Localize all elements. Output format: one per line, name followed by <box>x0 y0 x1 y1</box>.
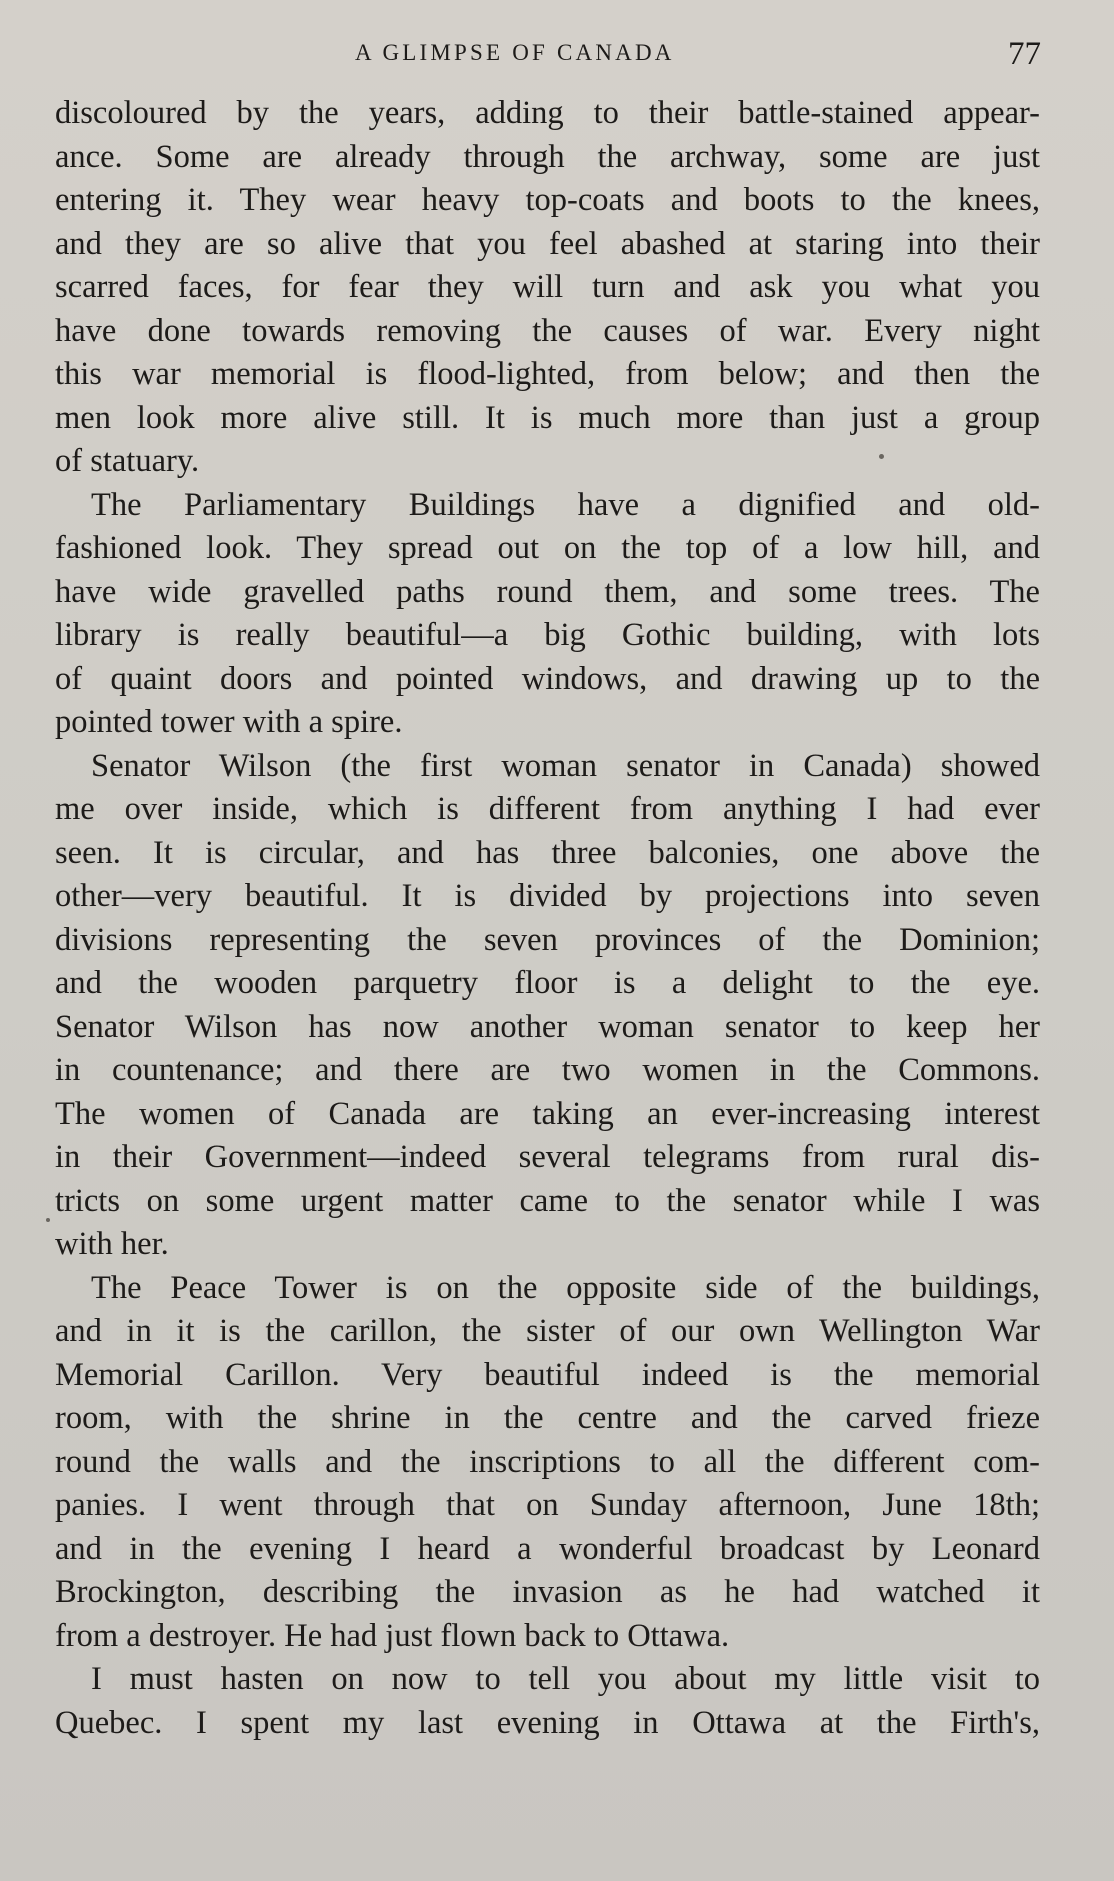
running-head <box>0 36 1114 80</box>
text-line: have done towards removing the causes of war. Every night <box>55 312 1040 349</box>
text-line: divisions representing the seven provinces of the Dominion; <box>55 921 1040 958</box>
text-line: other—very beautiful. It is divided by projections into seven <box>55 878 1040 914</box>
text-line: Memorial Carillon. Very beautiful indeed is the memorial <box>55 1356 1040 1393</box>
text-line: and in the evening I heard a wonderful broadcast by Leonard <box>55 1530 1040 1567</box>
text-line: The Parliamentary Buildings have a dignified and old- <box>91 486 1040 523</box>
text-line: of statuary. <box>55 443 200 479</box>
text-line: this war memorial is flood-lighted, from below; and then the <box>55 356 1040 392</box>
text-line: fashioned look. They spread out on the top of a low hill, and <box>55 530 1040 566</box>
text-line: panies. I went through that on Sunday afternoon, June 18th; <box>55 1487 1040 1523</box>
text-line: pointed tower with a spire. <box>55 704 403 740</box>
text-line: from a destroyer. He had just flown back to Ottawa. <box>55 1617 730 1654</box>
text-line: The women of Canada are taking an ever-increasing interest <box>55 1095 1040 1132</box>
ink-speck <box>46 1218 50 1222</box>
text-line: Senator Wilson has now another woman senator to keep her <box>55 1008 1040 1045</box>
text-line: in countenance; and there are two women in the Commons. <box>55 1052 1040 1088</box>
text-line: room, with the shrine in the centre and the carved frieze <box>55 1400 1040 1436</box>
text-line: seen. It is circular, and has three balconies, one above the <box>55 834 1040 871</box>
running-title: A GLIMPSE OF CANADA <box>355 40 675 65</box>
text-line: round the walls and the inscriptions to all the different com- <box>55 1443 1040 1480</box>
text-line: in their Government—indeed several telegrams from rural dis- <box>55 1139 1040 1175</box>
text-line: scarred faces, for fear they will turn and ask you what you <box>55 269 1040 305</box>
text-line: and in it is the carillon, the sister of our own Wellington War <box>55 1313 1040 1349</box>
text-line: tricts on some urgent matter came to the senator while I was <box>55 1182 1040 1219</box>
text-line: discoloured by the years, adding to their battle-stained appear- <box>55 95 1040 131</box>
text-line: and the wooden parquetry floor is a delight to the eye. <box>55 965 1040 1001</box>
text-line: The Peace Tower is on the opposite side of the buildings, <box>91 1269 1040 1306</box>
text-line: Quebec. I spent my last evening in Ottawa at the Firth's, <box>55 1704 1040 1741</box>
text-line: men look more alive still. It is much more than just a group <box>55 399 1040 436</box>
text-line: entering it. They wear heavy top-coats and boots to the knees, <box>55 182 1040 218</box>
page-number: 77 <box>1008 36 1041 72</box>
text-line: with her. <box>55 1226 169 1262</box>
text-line: ance. Some are already through the archway, some are just <box>55 138 1040 175</box>
text-line: me over inside, which is different from anything I had ever <box>55 791 1040 827</box>
text-line: have wide gravelled paths round them, and some trees. The <box>55 573 1040 610</box>
ink-speck <box>879 454 884 459</box>
text-line: library is really beautiful—a big Gothic building, with lots <box>55 617 1040 653</box>
text-line: Senator Wilson (the first woman senator in Canada) showed <box>91 747 1040 784</box>
text-line: and they are so alive that you feel abashed at staring into their <box>55 225 1040 262</box>
text-line: Brockington, describing the invasion as he had watched it <box>55 1574 1040 1610</box>
body-text <box>55 92 1040 1745</box>
text-line: I must hasten on now to tell you about my little visit to <box>91 1661 1040 1697</box>
text-line: of quaint doors and pointed windows, and drawing up to the <box>55 660 1040 697</box>
